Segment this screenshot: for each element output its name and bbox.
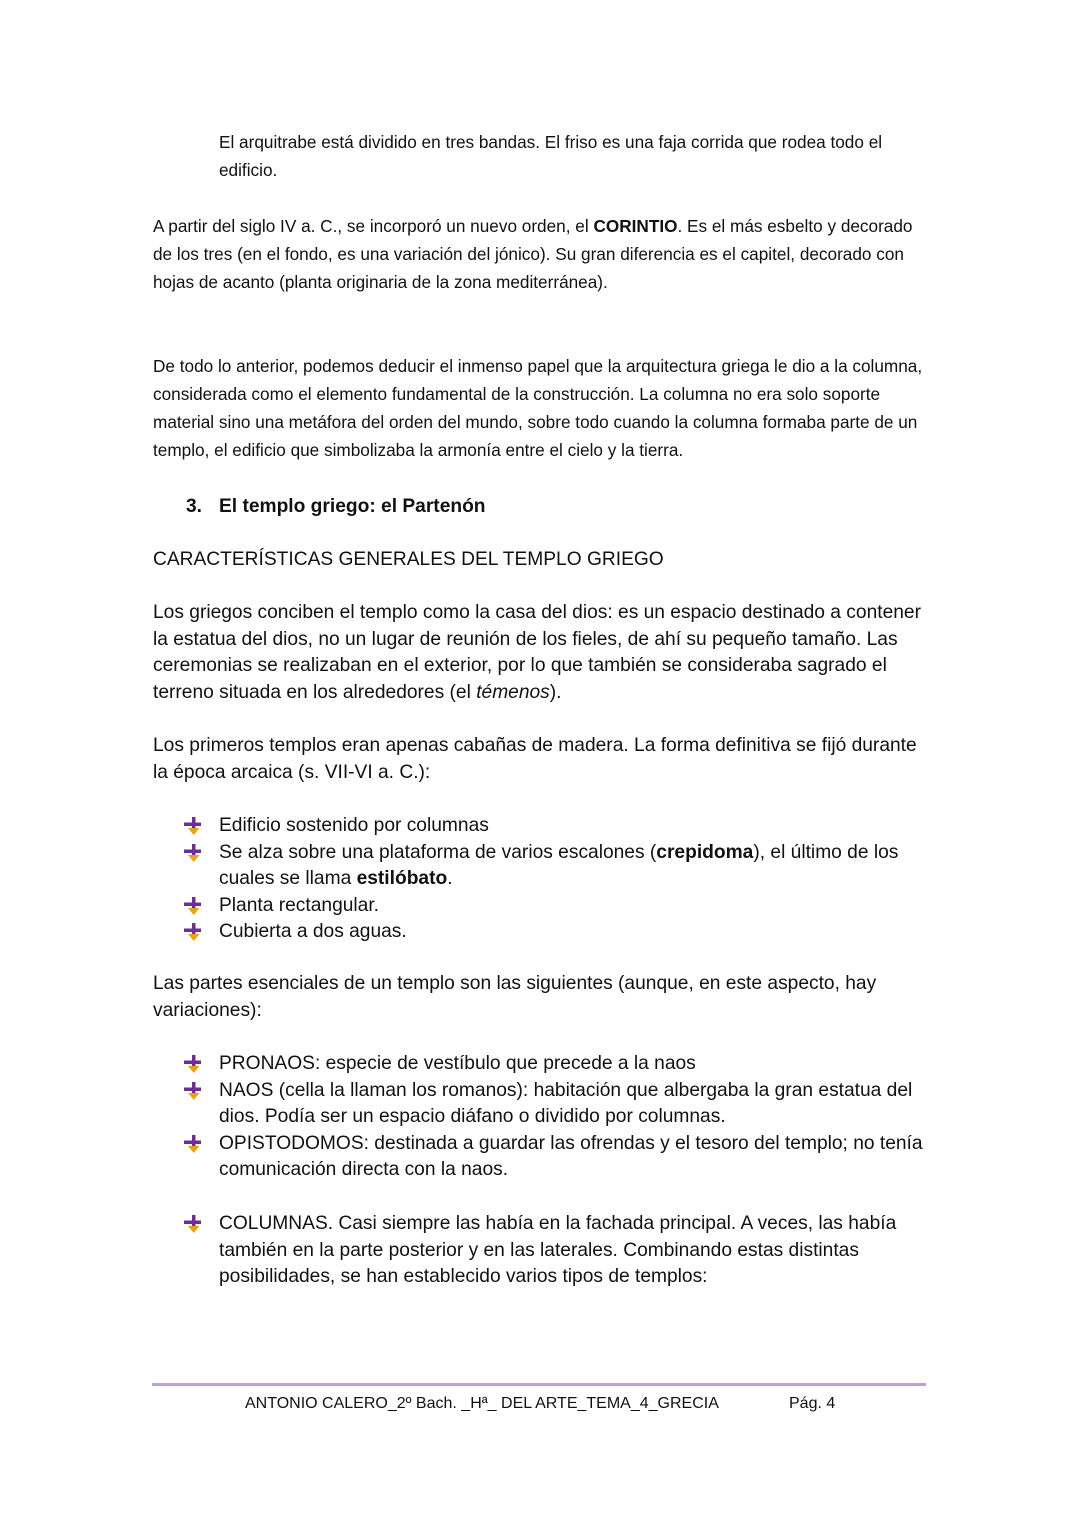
list-item	[184, 1211, 924, 1291]
list-item	[184, 893, 924, 920]
page-number: Pág. 4	[789, 1395, 836, 1412]
plus-arrow-bullet-icon	[184, 923, 204, 941]
intro-paragraph: El arquitrabe está dividido en tres bandas. El friso es una faja corrida que rodea todo el edificio.	[219, 132, 883, 180]
feature-text: Planta rectangular.	[219, 894, 380, 916]
feature-text: Se alza sobre una plataforma de varios escalones (	[219, 841, 657, 863]
temple-text-end: ).	[549, 681, 562, 703]
parts-intro-paragraph: Las partes esenciales de un templo son las siguientes (aunque, en este aspecto, hay variaciones):	[153, 973, 877, 1021]
feature-text: Edificio sostenido por columnas	[219, 815, 489, 836]
temple-paragraph	[153, 600, 923, 706]
plus-arrow-bullet-icon	[184, 1082, 204, 1100]
list-item	[184, 919, 924, 946]
corinthian-paragraph	[153, 212, 928, 296]
parts-list	[184, 1051, 924, 1184]
feature-text: Cubierta a dos aguas.	[219, 921, 407, 942]
list-item	[184, 813, 924, 840]
column-paragraph: De todo lo anterior, podemos deducir el inmenso papel que la arquitectura griega le dio a la columna, considerada como el elemento fundamental de la construcción. La columna no era solo soporte material sino una metáfora del orden del mundo, sobre todo cuando la columna formaba parte de un templo, el edificio que simbolizaba la armonía entre el cielo y la tierra.	[153, 356, 923, 460]
features-list	[184, 813, 924, 946]
estilobato-term: estilóbato	[356, 868, 448, 889]
subheading: CARACTERÍSTICAS GENERALES DEL TEMPLO GRIEGO	[153, 549, 664, 570]
list-item	[184, 1051, 924, 1078]
footer-rule	[152, 1383, 926, 1386]
columns-text: COLUMNAS. Casi siempre las había en la fachada principal. A veces, las había también en la parte posterior y en las laterales. Combinando estas distintas posibilidades, se han establecido varios tipos de templos:	[219, 1213, 897, 1287]
corinthian-bold: CORINTIO	[593, 216, 678, 236]
corinthian-text-after: . Es el más esbelto y decorado de los tres (en el fondo, es una variación del jónico). Su gran diferencia es el capitel, decorado con hojas de acanto (planta originaria de la zona mediterránea).	[153, 216, 913, 292]
section-heading	[186, 493, 486, 521]
plus-arrow-bullet-icon	[184, 1215, 204, 1233]
plus-arrow-bullet-icon	[184, 897, 204, 915]
plus-arrow-bullet-icon	[184, 817, 204, 835]
list-item	[184, 840, 924, 893]
feature-text: ), el último de los cuales se llama	[219, 841, 899, 889]
section-number: 3.	[186, 496, 203, 517]
feature-text: .	[447, 868, 453, 889]
plus-arrow-bullet-icon	[184, 844, 204, 862]
list-item	[184, 1131, 924, 1184]
corinthian-text-before: A partir del siglo IV a. C., se incorporó un nuevo orden, el	[153, 216, 594, 236]
early-temples-paragraph: Los primeros templos eran apenas cabañas de madera. La forma definitiva se fijó durante la época arcaica (s. VII-VI a. C.):	[153, 735, 917, 783]
footer-text: ANTONIO CALERO_2º Bach. _Hª_ DEL ARTE_TEMA_4_GRECIA	[245, 1395, 719, 1412]
plus-arrow-bullet-icon	[184, 1055, 204, 1073]
temple-text: Los griegos conciben el templo como la casa del dios: es un espacio destinado a contener la estatua del dios, no un lugar de reunión de los fieles, de ahí su pequeño tamaño. Las ceremonias se realizaban en el exterior, por lo que también se consideraba sagrado el terreno situada en los alrededores (el	[153, 602, 921, 703]
columns-list	[184, 1211, 924, 1291]
part-text: PRONAOS: especie de vestíbulo que precede a la naos	[219, 1053, 696, 1074]
plus-arrow-bullet-icon	[184, 1135, 204, 1153]
crepidoma-term: crepidoma	[656, 841, 754, 863]
temenos-term: témenos	[476, 681, 550, 703]
part-text: OPISTODOMOS: destinada a guardar las ofrendas y el tesoro del templo; no tenía comunicación directa con la naos.	[219, 1132, 923, 1180]
list-item	[184, 1078, 924, 1131]
part-text: NAOS (cella la llaman los romanos): habitación que albergaba la gran estatua del dios. Podía ser un espacio diáfano o dividido por columnas.	[219, 1079, 913, 1127]
section-title: El templo griego: el Partenón	[219, 496, 486, 517]
